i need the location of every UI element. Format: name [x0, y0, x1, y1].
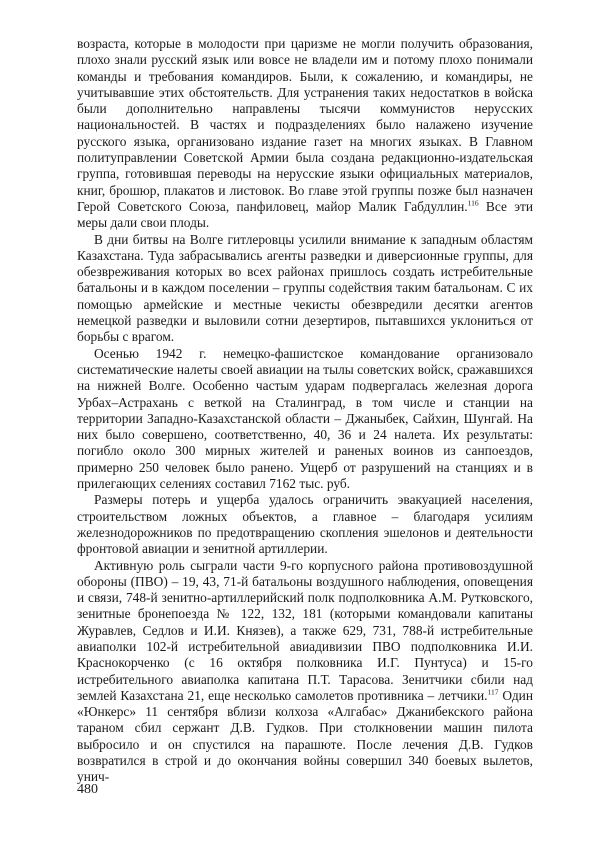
paragraph-1 [77, 36, 533, 232]
paragraph-5-text: Активную роль сыграли части 9-го корпусного района противовоздушной обороны (ПВО) – 19, 43, 71-й батальоны воздушного наблюдения, оповещения и связи, 748-й зенитно-артиллерийский полк подполковника А.М. Рутковского, зенитные бронепоезда № 122, 132, 181 (которыми командовали капитаны Журавлев, Седлов и И.И. Князев), а также 629, 731, 788-й истребительные авиаполки 102-й истребительной авиадивизии ПВО подполковника И.И. Краснокорченко (с 16 октября полковника И.Г. Пунтуса) и 15-го истребительного авиаполка капитана П.Т. Тарасова. Зенитчики сбили над землей Казахстана 21, еще несколько самолетов противника – летчики. [77, 557, 533, 703]
page-body [77, 36, 533, 786]
page-number: 480 [77, 782, 98, 797]
paragraph-2-text: В дни битвы на Волге гитлеровцы усилили внимание к западным областям Казахстана. Туда забрасывались агенты разведки и диверсионные группы, для обезвреживания которых во всех районах пришлось создать истребительные батальоны и в каждом поселении – группы содействия таким батальонам. С их помощью армейские и местные чекисты обезвредили десятки агентов немецкой разведки и выловили сотни дезертиров, пытавшихся уклониться от борьбы с врагом. [77, 231, 533, 345]
paragraph-5-text-end: Один «Юнкерс» 11 сентября вблизи колхоза «Алгабас» Джанибекского района тараном сбил сержант Д.В. Гудков. При столкновении машин пилота выбросило и он спустился на парашюте. После лечения Д.В. Гудков возвратился в строй и до окончания войны совершил 340 боевых вылетов, унич- [77, 687, 533, 785]
paragraph-4-text: Размеры потерь и ущерба удалось ограничить эвакуацией населения, строительством ложных объектов, а главное – благодаря усилиям железнодорожников по предотвращению скопления эшелонов и деятельности фронтовой авиации и зенитной артиллерии. [77, 492, 533, 557]
paragraph-3-text: Осенью 1942 г. немецко-фашистское командование организовало систематические налеты своей авиации на тылы советских войск, сражавшихся на нижней Волге. Особенно частым ударам подвергалась железная дорога Урбах–Астрахань с веткой на Сталинград, в том числе и станции на территории Западно-Казахстанской области – Джаныбек, Сайхин, Шунгай. На них было совершено, соответственно, 40, 36 и 24 налета. Их результаты: погибло около 300 мирных жителей и раненых воинов из санпоездов, примерно 250 человек было ранено. Ущерб от разрушений на станциях и в прилегающих селениях составил 7162 тыс. руб. [77, 345, 533, 492]
paragraph-5 [77, 558, 533, 786]
paragraph-2 [77, 232, 533, 346]
footnote-ref-116[interactable]: 116 [467, 198, 479, 208]
paragraph-3 [77, 346, 533, 493]
paragraph-4 [77, 492, 533, 557]
footnote-ref-117[interactable]: 117 [487, 687, 499, 697]
paragraph-1-text-end: Все эти меры дали свои плоды. [77, 198, 533, 231]
paragraph-1-text: возраста, которые в молодости при царизме не могли получить образования, плохо знали русский язык или вовсе не владели им и потому плохо понимали команды и требования командиров. Были, к сожалению, и командиры, не учитывавшие этих обстоятельств. Для устранения таких недостатков в войска были дополнительно направлены тысячи коммунистов нерусских национальностей. В частях и подразделениях было налажено изучение русского языка, организовано издание газет на многих языках. В Главном политуправлении Советской Армии была создана редакционно-издательская группа, готовившая переводы на нерусские языки официальных материалов, книг, брошюр, плакатов и листовок. Во главе этой группы позже был назначен Герой Советского Союза, панфиловец, майор Малик Габдуллин. [77, 36, 533, 214]
